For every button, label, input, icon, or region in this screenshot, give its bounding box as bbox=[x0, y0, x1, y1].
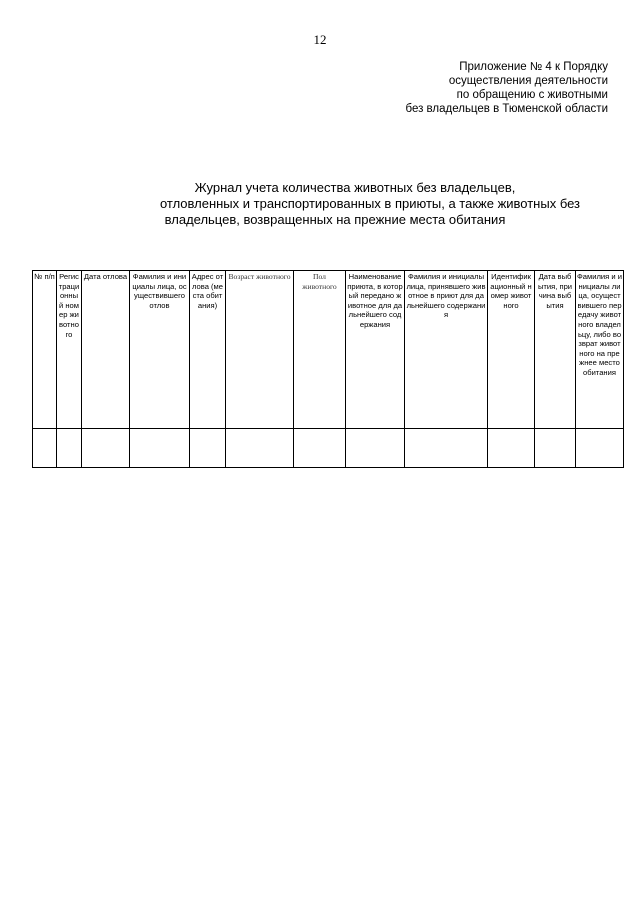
table-cell bbox=[226, 429, 294, 468]
title-line: владельцев, возвращенных на прежние места обитания bbox=[164, 212, 506, 227]
header-cell-capture-date: Дата отлова bbox=[82, 271, 130, 429]
page-number: 12 bbox=[313, 32, 327, 47]
table-cell bbox=[82, 429, 130, 468]
appendix-note bbox=[308, 60, 608, 116]
journal-table bbox=[32, 270, 624, 468]
table-cell bbox=[57, 429, 82, 468]
table-cell bbox=[130, 429, 190, 468]
header-cell-registration-number: Регистрационный номер животного bbox=[57, 271, 82, 429]
table-cell bbox=[33, 429, 57, 468]
table-cell bbox=[488, 429, 535, 468]
appendix-line: по обращению с животными bbox=[456, 89, 608, 101]
table-cell bbox=[190, 429, 226, 468]
table-header-row bbox=[33, 271, 624, 429]
header-cell-animal-sex: Пол животного bbox=[294, 271, 346, 429]
appendix-line: без владельцев в Тюменской области bbox=[405, 103, 608, 115]
appendix-line: Приложение № 4 к Порядку bbox=[459, 61, 608, 73]
header-cell-departure: Дата выбытия, причина выбытия bbox=[535, 271, 576, 429]
title-line: отловленных и транспортированных в приюты, а также животных без bbox=[159, 196, 581, 211]
appendix-line: осуществления деятельности bbox=[448, 75, 608, 87]
header-cell-catcher-name: Фамилия и инициалы лица, осуществившего отлов bbox=[130, 271, 190, 429]
title-line: Журнал учета количества животных без владельцев, bbox=[194, 180, 516, 195]
header-cell-animal-age: Возраст животного bbox=[226, 271, 294, 429]
table-row bbox=[33, 429, 624, 468]
table-cell bbox=[535, 429, 576, 468]
header-cell-capture-address: Адрес отлова (места обитания) bbox=[190, 271, 226, 429]
table-cell bbox=[294, 429, 346, 468]
header-cell-transfer-person: Фамилия и инициалы лица, осуществившего передачу животного владельцу, либо возврат животного на прежнее место обитания bbox=[576, 271, 624, 429]
table-cell bbox=[346, 429, 405, 468]
table-cell bbox=[405, 429, 488, 468]
header-cell-id-number: Идентификационный номер животного bbox=[488, 271, 535, 429]
table-cell bbox=[576, 429, 624, 468]
header-cell-number: № п/п bbox=[33, 271, 57, 429]
header-cell-shelter-name: Наименование приюта, в который передано животное для дальнейшего содержания bbox=[346, 271, 405, 429]
header-cell-receiver-name: Фамилия и инициалы лица, принявшего животное в приют для дальнейшего содержания bbox=[405, 271, 488, 429]
journal-title bbox=[100, 180, 640, 228]
